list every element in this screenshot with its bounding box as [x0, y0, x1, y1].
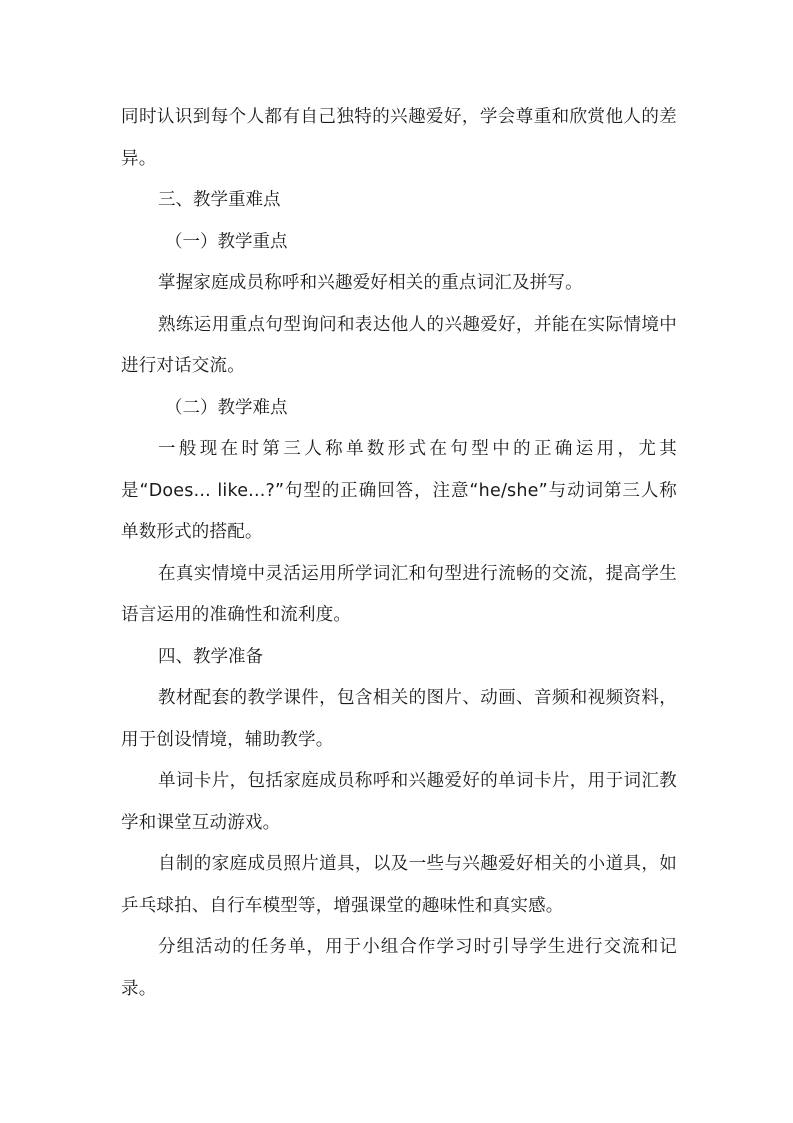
- paragraph-key-point-vocabulary: 掌握家庭成员称呼和兴趣爱好相关的重点词汇及拼写。: [158, 273, 583, 293]
- paragraph-prep-courseware: 教材配套的教学课件，包含相关的图片、动画、音频和视频资料，用于创设情境，辅助教学。: [121, 688, 677, 750]
- paragraph-prep-task-sheet: 分组活动的任务单，用于小组合作学习时引导学生进行交流和记录。: [121, 937, 677, 999]
- subheading-key-points: （一）教学重点: [165, 231, 288, 252]
- paragraph-goal-continuation: 同时认识到每个人都有自己独特的兴趣爱好，学会尊重和欣赏他人的差异。: [121, 107, 677, 169]
- paragraph-prep-props: 自制的家庭成员照片道具，以及一些与兴趣爱好相关的小道具，如乒乓球拍、自行车模型等，增强课堂的趣味性和真实感。: [121, 854, 677, 916]
- heading-teaching-preparation: 四、教学准备: [158, 646, 263, 667]
- heading-key-difficult-points: 三、教学重难点: [158, 190, 281, 210]
- paragraph-prep-word-cards: 单词卡片，包括家庭成员称呼和兴趣爱好的单词卡片，用于词汇教学和课堂互动游戏。: [121, 771, 677, 833]
- document-body: [121, 97, 677, 1010]
- paragraph-difficult-point-fluency: 在真实情境中灵活运用所学词汇和句型进行流畅的交流，提高学生语言运用的准确性和流利度。: [121, 563, 677, 625]
- paragraph-difficult-point-grammar: 一般现在时第三人称单数形式在句型中的正确运用，尤其是“Does... like...?”句型的正确回答，注意“he/she”与动词第三人称单数形式的搭配。: [121, 439, 677, 542]
- subheading-difficult-points: （二）教学难点: [165, 397, 288, 418]
- paragraph-key-point-sentences: 熟练运用重点句型询问和表达他人的兴趣爱好，并能在实际情境中进行对话交流。: [121, 314, 677, 376]
